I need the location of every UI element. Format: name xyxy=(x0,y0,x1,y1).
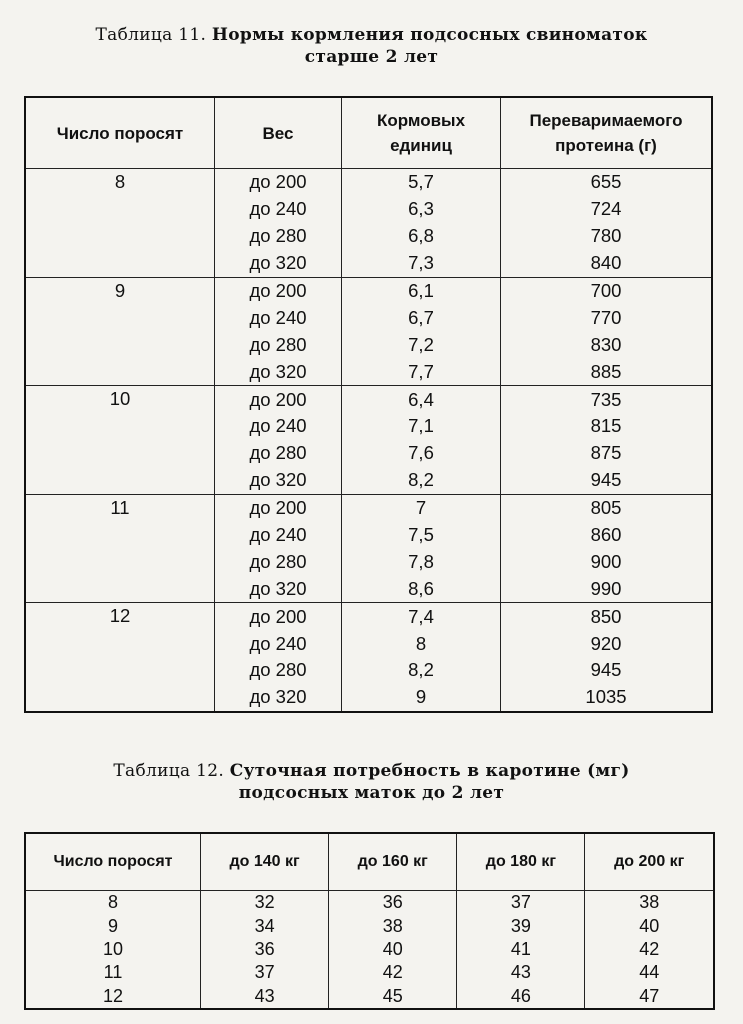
header-weight: Вес xyxy=(215,97,342,169)
header-weight-180: до 180 кг xyxy=(457,833,585,891)
weight-cell: до 240 xyxy=(215,413,342,440)
weight-cell: до 240 xyxy=(215,630,342,657)
feed-units-cell: 6,1 xyxy=(342,277,501,304)
protein-cell: 920 xyxy=(501,630,713,657)
table-row xyxy=(25,961,714,984)
carotene-cell: 43 xyxy=(457,961,585,984)
piglets-cell: 11 xyxy=(25,494,215,603)
feed-units-cell: 7,1 xyxy=(342,413,501,440)
feeding-norms-body xyxy=(25,169,712,712)
piglets-cell: 9 xyxy=(25,914,201,937)
carotene-table xyxy=(24,832,715,1010)
feed-units-cell: 7 xyxy=(342,494,501,521)
protein-cell: 990 xyxy=(501,575,713,602)
feed-units-cell: 6,7 xyxy=(342,304,501,331)
protein-cell: 805 xyxy=(501,494,713,521)
weight-cell: до 200 xyxy=(215,386,342,413)
protein-cell: 900 xyxy=(501,548,713,575)
feed-units-cell: 7,4 xyxy=(342,603,501,630)
protein-cell: 724 xyxy=(501,196,713,223)
carotene-body xyxy=(25,891,714,1009)
carotene-cell: 43 xyxy=(201,985,329,1009)
protein-cell: 780 xyxy=(501,223,713,250)
weight-cell: до 320 xyxy=(215,684,342,712)
carotene-cell: 46 xyxy=(457,985,585,1009)
table-row xyxy=(25,277,712,304)
table-row xyxy=(25,603,712,630)
header-piglets: Число поросят xyxy=(25,97,215,169)
weight-cell: до 320 xyxy=(215,250,342,277)
carotene-cell: 36 xyxy=(329,891,457,915)
carotene-cell: 42 xyxy=(329,961,457,984)
feeding-norms-table xyxy=(24,96,713,713)
carotene-cell: 47 xyxy=(585,985,714,1009)
carotene-cell: 41 xyxy=(457,938,585,961)
protein-cell: 1035 xyxy=(501,684,713,712)
weight-cell: до 200 xyxy=(215,603,342,630)
feed-units-cell: 7,3 xyxy=(342,250,501,277)
protein-cell: 885 xyxy=(501,358,713,385)
feed-units-cell: 8,2 xyxy=(342,467,501,494)
table-header-row xyxy=(25,97,712,169)
weight-cell: до 240 xyxy=(215,304,342,331)
header-protein: Переваримаемого протеина (г) xyxy=(501,97,713,169)
carotene-cell: 34 xyxy=(201,914,329,937)
table-row xyxy=(25,494,712,521)
protein-cell: 875 xyxy=(501,440,713,467)
piglets-cell: 9 xyxy=(25,277,215,386)
feed-units-cell: 8 xyxy=(342,630,501,657)
protein-cell: 700 xyxy=(501,277,713,304)
piglets-cell: 12 xyxy=(25,985,201,1009)
table11-caption-number: Таблица 11. xyxy=(95,25,207,45)
weight-cell: до 240 xyxy=(215,196,342,223)
protein-cell: 840 xyxy=(501,250,713,277)
carotene-cell: 38 xyxy=(329,914,457,937)
table12-caption-line1: Суточная потребность в каротине (мг) xyxy=(229,761,630,781)
piglets-cell: 10 xyxy=(25,386,215,495)
table11-caption xyxy=(0,24,743,68)
piglets-cell: 8 xyxy=(25,169,215,278)
header-feed-units: Кормовых единиц xyxy=(342,97,501,169)
header-piglets: Число поросят xyxy=(25,833,201,891)
carotene-cell: 40 xyxy=(585,914,714,937)
carotene-cell: 37 xyxy=(457,891,585,915)
feed-units-cell: 5,7 xyxy=(342,169,501,196)
table12-caption-line2: подсосных маток до 2 лет xyxy=(238,783,505,803)
table-row xyxy=(25,938,714,961)
feed-units-cell: 7,2 xyxy=(342,331,501,358)
piglets-cell: 10 xyxy=(25,938,201,961)
weight-cell: до 280 xyxy=(215,440,342,467)
table12-caption-number: Таблица 12. xyxy=(113,761,225,781)
weight-cell: до 280 xyxy=(215,657,342,684)
header-weight-140: до 140 кг xyxy=(201,833,329,891)
weight-cell: до 200 xyxy=(215,169,342,196)
protein-cell: 735 xyxy=(501,386,713,413)
weight-cell: до 280 xyxy=(215,548,342,575)
weight-cell: до 200 xyxy=(215,277,342,304)
weight-cell: до 280 xyxy=(215,223,342,250)
weight-cell: до 200 xyxy=(215,494,342,521)
feed-units-cell: 7,6 xyxy=(342,440,501,467)
carotene-cell: 38 xyxy=(585,891,714,915)
piglets-cell: 11 xyxy=(25,961,201,984)
carotene-cell: 42 xyxy=(585,938,714,961)
carotene-cell: 32 xyxy=(201,891,329,915)
feed-units-cell: 6,3 xyxy=(342,196,501,223)
protein-cell: 830 xyxy=(501,331,713,358)
carotene-cell: 45 xyxy=(329,985,457,1009)
table-row xyxy=(25,914,714,937)
weight-cell: до 320 xyxy=(215,575,342,602)
protein-cell: 945 xyxy=(501,467,713,494)
weight-cell: до 320 xyxy=(215,467,342,494)
protein-cell: 945 xyxy=(501,657,713,684)
table-header-row xyxy=(25,833,714,891)
table12-caption xyxy=(0,760,743,804)
protein-cell: 770 xyxy=(501,304,713,331)
piglets-cell: 12 xyxy=(25,603,215,712)
feed-units-cell: 9 xyxy=(342,684,501,712)
carotene-cell: 37 xyxy=(201,961,329,984)
table-row xyxy=(25,985,714,1009)
table11-caption-line2: старше 2 лет xyxy=(304,47,439,67)
carotene-cell: 39 xyxy=(457,914,585,937)
table11-caption-line1: Нормы кормления подсосных свиноматок xyxy=(211,25,648,45)
carotene-cell: 40 xyxy=(329,938,457,961)
feed-units-cell: 6,8 xyxy=(342,223,501,250)
protein-cell: 850 xyxy=(501,603,713,630)
carotene-cell: 36 xyxy=(201,938,329,961)
protein-cell: 815 xyxy=(501,413,713,440)
piglets-cell: 8 xyxy=(25,891,201,915)
weight-cell: до 240 xyxy=(215,522,342,549)
table-row xyxy=(25,169,712,196)
feed-units-cell: 8,6 xyxy=(342,575,501,602)
feed-units-cell: 7,7 xyxy=(342,358,501,385)
feed-units-cell: 6,4 xyxy=(342,386,501,413)
feed-units-cell: 8,2 xyxy=(342,657,501,684)
carotene-cell: 44 xyxy=(585,961,714,984)
table-row xyxy=(25,386,712,413)
protein-cell: 655 xyxy=(501,169,713,196)
weight-cell: до 280 xyxy=(215,331,342,358)
feed-units-cell: 7,8 xyxy=(342,548,501,575)
table-row xyxy=(25,891,714,915)
protein-cell: 860 xyxy=(501,522,713,549)
feed-units-cell: 7,5 xyxy=(342,522,501,549)
header-weight-160: до 160 кг xyxy=(329,833,457,891)
weight-cell: до 320 xyxy=(215,358,342,385)
header-weight-200: до 200 кг xyxy=(585,833,714,891)
